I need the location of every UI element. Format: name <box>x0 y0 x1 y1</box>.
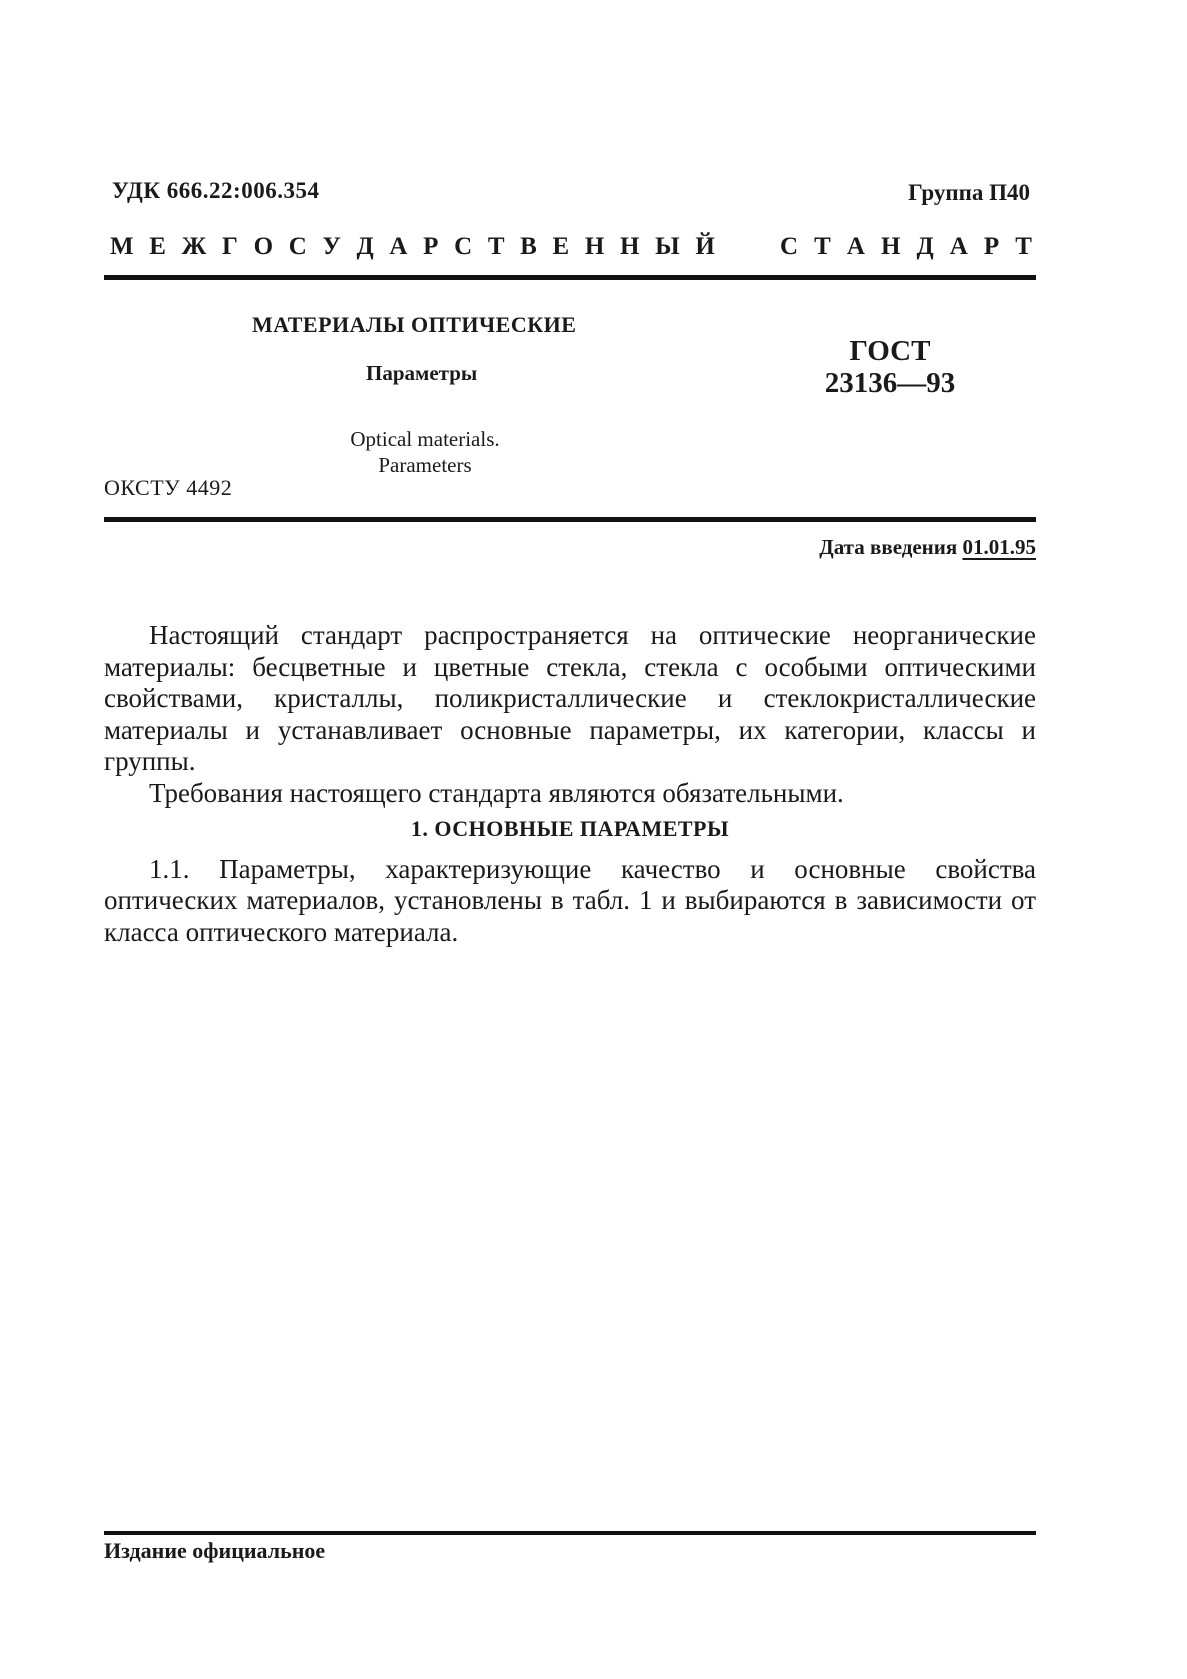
footer-rule <box>104 1531 1036 1535</box>
gost-label: ГОСТ <box>849 335 931 367</box>
heading-letter: Г <box>222 233 238 260</box>
standard-word <box>780 233 1032 261</box>
heading-letter: Н <box>620 233 640 260</box>
heading-letter: А <box>949 233 968 260</box>
interstate-word <box>110 233 715 261</box>
heading-letter: С <box>454 233 473 260</box>
heading-letter: У <box>322 233 341 260</box>
introduction-date-value: 01.01.95 <box>962 535 1036 559</box>
heading-letter: С <box>288 233 307 260</box>
okstu-code: ОКСТУ 4492 <box>104 475 233 500</box>
heading-letter: С <box>780 233 799 260</box>
heading-letter: Е <box>149 233 166 260</box>
scope-paragraph: Настоящий стандарт распространяется на оптические неорганические материалы: бесцветные и цветные стекла, стекла с особыми оптическими свойствами, кристаллы, поликристаллические и стеклокристаллические материалы и устанавливает основные параметры, их категории, классы и группы. <box>104 620 1036 776</box>
interstate-standard-heading <box>110 233 1032 261</box>
heading-letter: Ы <box>655 233 680 260</box>
edition-note: Издание официальное <box>104 1538 326 1563</box>
udk-code: УДК 666.22:006.354 <box>112 178 320 203</box>
heading-letter: Т <box>814 233 831 260</box>
top-rule <box>104 275 1036 280</box>
title-en-line1: Optical materials. <box>350 427 500 451</box>
title-en <box>300 426 550 478</box>
title-block-rule <box>104 517 1036 522</box>
title-en-line2: Parameters <box>378 453 472 477</box>
heading-letter: Й <box>695 233 715 260</box>
heading-letter: А <box>389 233 408 260</box>
group-code: Группа П40 <box>908 180 1030 205</box>
heading-letter: Н <box>584 233 605 260</box>
section-heading: 1. ОСНОВНЫЕ ПАРАМЕТРЫ <box>410 816 730 841</box>
heading-letter: Ж <box>181 233 207 260</box>
introduction-date-label: Дата введения <box>819 535 958 559</box>
heading-letter: Р <box>983 233 1000 260</box>
introduction-date <box>819 535 1036 560</box>
heading-letter: Н <box>881 233 901 260</box>
heading-letter: А <box>846 233 865 260</box>
title-ru: МАТЕРИАЛЫ ОПТИЧЕСКИЕ <box>252 312 577 337</box>
body-text <box>104 620 1036 948</box>
heading-letter: Д <box>916 233 934 260</box>
heading-letter: О <box>253 233 274 260</box>
heading-letter: М <box>110 233 134 260</box>
mandatory-paragraph: Требования настоящего стандарта являются обязательными. <box>149 777 844 808</box>
heading-letter: Т <box>487 233 505 260</box>
subtitle-ru: Параметры <box>366 361 478 385</box>
heading-letter: В <box>520 233 537 260</box>
heading-letter: Д <box>356 233 374 260</box>
gost-number: 23136—93 <box>824 367 956 399</box>
heading-letter: Е <box>552 233 570 260</box>
heading-letter: Р <box>423 233 439 260</box>
gost-designation <box>800 335 980 399</box>
heading-letter: Т <box>1015 233 1032 260</box>
clause-1-1-paragraph: 1.1. Параметры, характеризующие качество и основные свойства оптических материалов, установлены в табл. 1 и выбираются в зависимости от класса оптического материала. <box>104 853 1036 947</box>
